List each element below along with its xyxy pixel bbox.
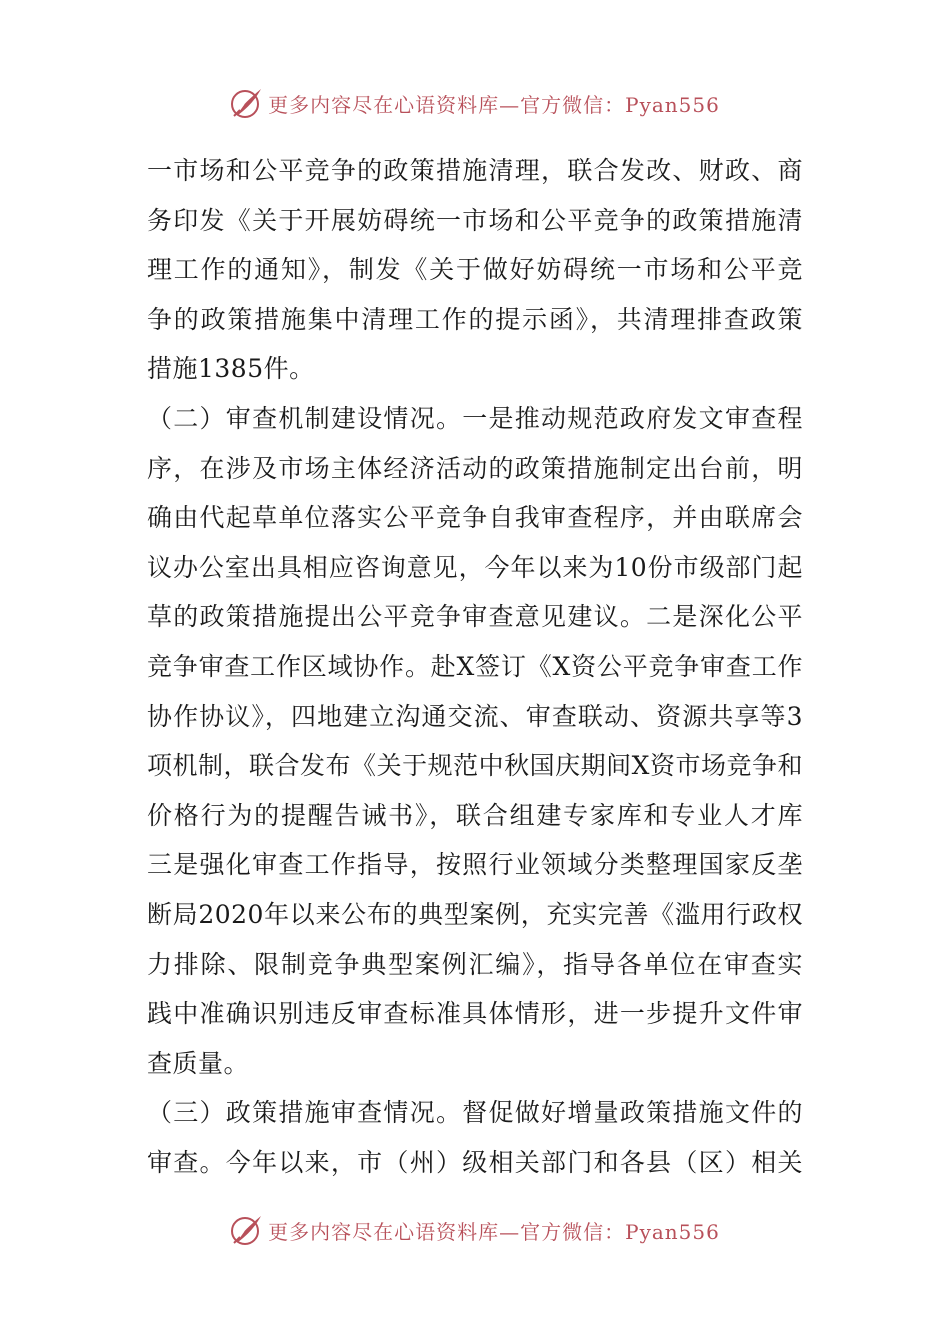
feather-pen-logo-icon: [230, 1213, 264, 1247]
text-line: 务印发《关于开展妨碍统一市场和公平竞争的政策措施清: [147, 205, 803, 235]
text-line: 竞争审查工作区域协作。赴X签订《X资公平竞争审查工作: [147, 651, 803, 681]
text-line: 项机制，联合发布《关于规范中秋国庆期间X资市场竞争和: [147, 751, 803, 781]
section-heading-line: （二）审查机制建设情况。一是推动规范政府发文审查程: [147, 403, 803, 433]
feather-pen-logo-icon: [230, 86, 264, 120]
text-line: 审查。今年以来，市（州）级相关部门和各县（区）相关: [147, 1147, 803, 1177]
header-banner-label: 更多内容尽在心语资料库—官方微信：: [268, 92, 626, 117]
text-line: 理工作的通知》，制发《关于做好妨碍统一市场和公平竞: [147, 255, 803, 285]
section-heading-line: （三）政策措施审查情况。督促做好增量政策措施文件的: [147, 1098, 803, 1128]
text-line: 议办公室出具相应咨询意见，今年以来为10份市级部门起: [147, 552, 803, 582]
text-line: 一市场和公平竞争的政策措施清理，联合发改、财政、商: [147, 156, 803, 185]
text-line: 措施1385件。: [147, 354, 315, 384]
paragraph-policy-cleanup: [147, 146, 803, 394]
header-banner: [0, 83, 950, 123]
text-line: 确由代起草单位落实公平竞争自我审查程序，并由联席会: [147, 503, 803, 533]
text-line: 协作协议》，四地建立沟通交流、审查联动、资源共享等3: [147, 701, 803, 731]
text-line: 断局2020年以来公布的典型案例，充实完善《滥用行政权: [147, 899, 803, 929]
text-line: 三是强化审查工作指导，按照行业领域分类整理国家反垄: [147, 850, 803, 880]
paragraph-review-mechanism: [147, 394, 803, 1088]
text-line: 序，在涉及市场主体经济活动的政策措施制定出台前，明: [147, 453, 803, 483]
text-line: 力排除、限制竞争典型案例汇编》，指导各单位在审查实: [147, 949, 803, 979]
text-line: 查质量。: [147, 1048, 250, 1078]
footer-banner-text: [268, 1216, 720, 1245]
document-body: [147, 146, 803, 1187]
footer-wechat-id: Pyan556: [625, 1219, 720, 1244]
header-wechat-id: Pyan556: [625, 92, 720, 117]
text-line: 草的政策措施提出公平竞争审查意见建议。二是深化公平: [147, 602, 803, 632]
text-line: 争的政策措施集中清理工作的提示函》，共清理排查政策: [147, 304, 803, 334]
paragraph-policy-review: [147, 1088, 803, 1187]
text-line: 践中准确识别违反审查标准具体情形，进一步提升文件审: [147, 999, 803, 1029]
text-line: 价格行为的提醒告诫书》，联合组建专家库和专业人才库: [147, 800, 803, 830]
header-banner-text: [268, 89, 720, 118]
footer-banner-label: 更多内容尽在心语资料库—官方微信：: [268, 1219, 626, 1244]
footer-banner: [0, 1210, 950, 1250]
